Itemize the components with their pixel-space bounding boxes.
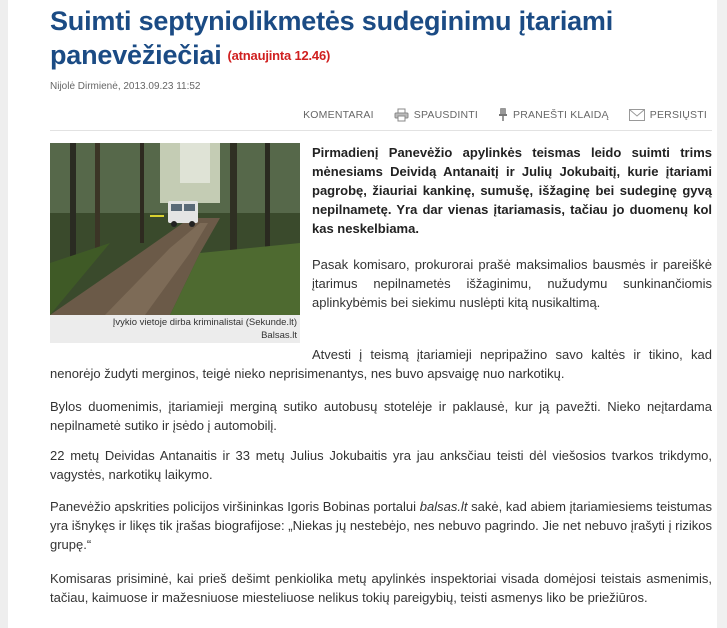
report-error-label: PRANEŠTI KLAIDĄ: [512, 108, 609, 121]
paragraph-2: Atvesti į teismą įtariamieji nepripažino savo kaltės ir tikino, kad nenorėjo žudyti merginos, teigė nieko neprisimenantys, nes buvo apsvaigę nuo narkotikų.: [50, 347, 712, 381]
left-margin-strip: [0, 0, 8, 628]
toolbar-divider: [50, 130, 712, 131]
updated-badge: (atnaujinta 12.46): [227, 48, 331, 63]
photo-caption-line2: Balsas.lt: [261, 330, 297, 341]
comments-button[interactable]: [303, 109, 374, 121]
comments-label: KOMENTARAI: [303, 108, 374, 121]
photo-caption-line1: Įvykio vietoje dirba kriminalistai (Sekunde.lt): [112, 317, 297, 328]
paragraph-6: Komisaras prisiminė, kai prieš dešimt penkiolika metų apylinkės inspektoriai visada domėjosi teistais asmenimis, tačiau, kaimuose ir mažesniuose miesteliuose nelikus tokių pareigybių, teisti asmenys liko be priežiūros.: [50, 571, 712, 605]
paragraph-5: [50, 497, 712, 554]
forward-label: PERSIŲSTI: [649, 108, 707, 121]
paragraph-5-part-a: Panevėžio apskrities policijos viršininkas Igoris Bobinas portalui: [50, 499, 420, 514]
print-label: SPAUSDINTI: [413, 108, 478, 121]
paragraph-4: 22 metų Deividas Antanaitis ir 33 metų Julius Jokubaitis yra jau anksčiau teisti dėl viešosios tvarkos trikdymo, vagystės, narkotikų laikymo.: [50, 448, 712, 482]
article-title: [50, 0, 712, 73]
print-button[interactable]: [394, 108, 478, 122]
article-toolbar: [283, 107, 707, 122]
author-link[interactable]: Nijolė Dirmienė: [50, 81, 118, 92]
pin-icon: [498, 107, 508, 122]
article-title-text: Suimti septyniolikmetės sudeginimu įtariami panevėžiečiai: [50, 6, 614, 70]
source-link[interactable]: balsas.lt: [419, 499, 468, 514]
article-photo[interactable]: [50, 143, 300, 315]
article-photo-box: [50, 143, 300, 343]
printer-icon: [394, 108, 409, 122]
right-scroll-strip: [717, 0, 727, 628]
forward-button[interactable]: [629, 109, 707, 121]
article-header: [50, 0, 712, 92]
publish-date: 2013.09.23 11:52: [123, 81, 201, 92]
lead-paragraph: Pirmadienį Panevėžio apylinkės teismas leido suimti trims mėnesiams Deividą Antanaitį ir Julių Jokubaitį, kurie įtariami pagrobę, žiauriai kankinę, sumušę, išžaginę bei sudeginę gyvą nepilnametę. Yra dar vienas įtariamasis, tačiau jo duomenų kol kas neskelbiama.: [312, 145, 712, 236]
paragraph-3: Bylos duomenimis, įtariamieji merginą sutiko autobusų stotelėje ir paklausė, kur ją pavežti. Nieko neįtardama nepilnametė sutiko ir įsėdo į automobilį.: [50, 399, 712, 433]
paragraph-5-part-b: sakė, kad abiem įtariamiesiems teistumas yra išnykęs ir likęs tik įrašas biografijose: „Niekas jų nestebėjo, nes nebuvo pagrindo. Jie net nebuvo įrašyti į rizikos grupę.“: [50, 499, 712, 552]
photo-caption: [50, 315, 300, 342]
byline: Nijolė Dirmienė, 2013.09.23 11:52: [50, 81, 201, 92]
envelope-icon: [629, 109, 645, 121]
report-error-button[interactable]: [498, 107, 609, 122]
paragraph-1: Pasak komisaro, prokurorai prašė maksimalios bausmės ir pareiškė įtarimus nepilnametės išžaginimu, nužudymu sunkinančiomis aplinkybėmis bei siekimu nuslėpti kitą nusikaltimą.: [312, 257, 712, 310]
